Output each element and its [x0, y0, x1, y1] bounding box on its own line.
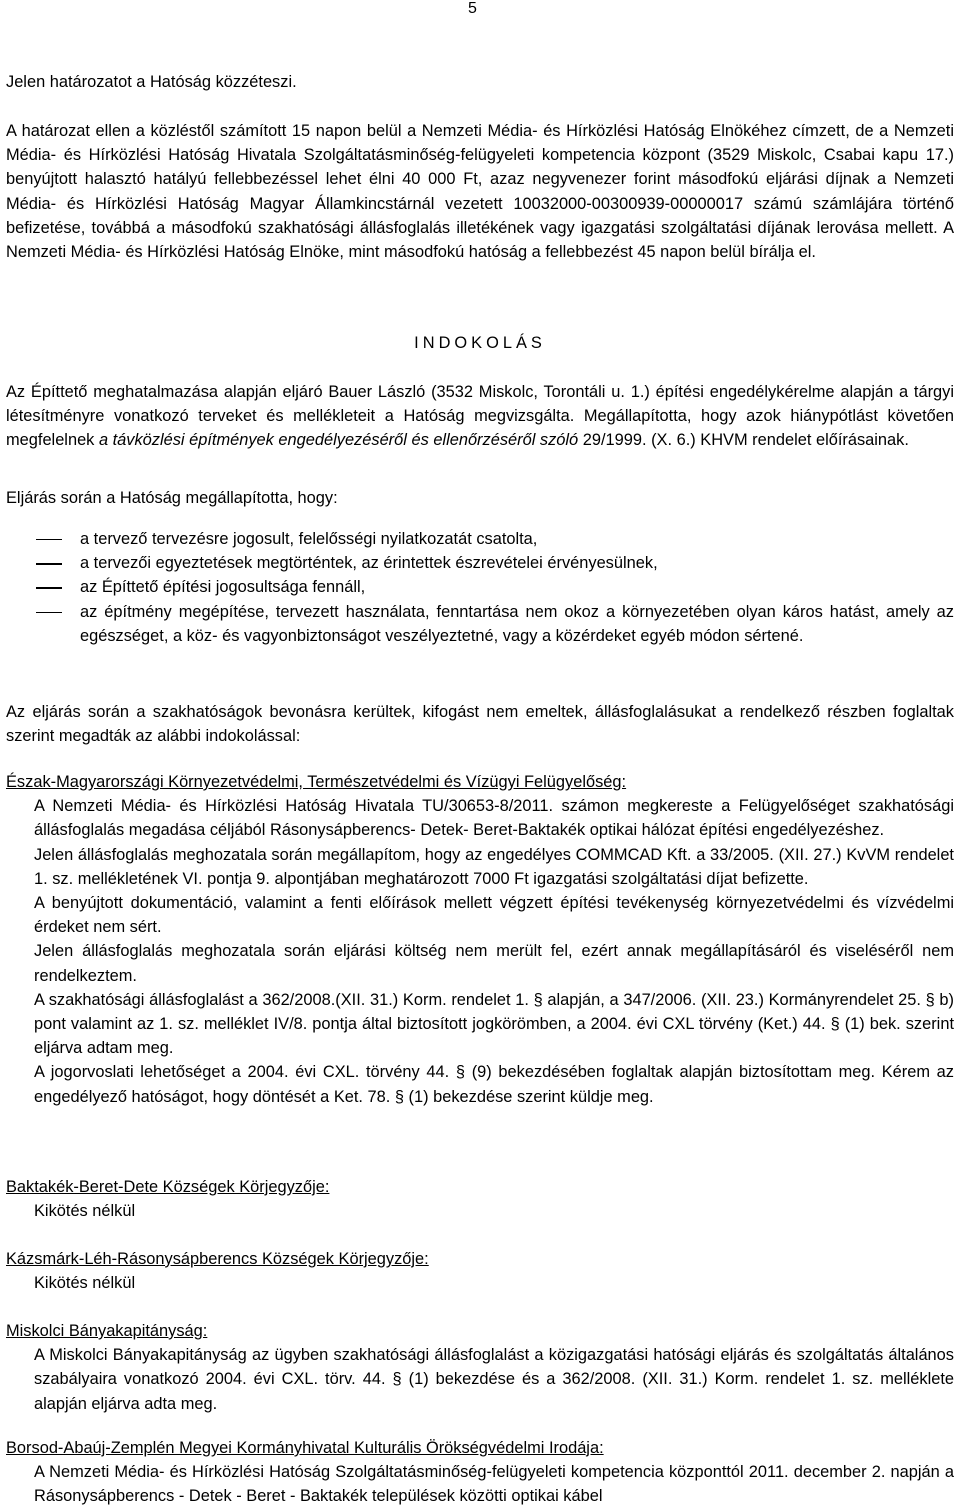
authority-environment-paragraph: A benyújtott dokumentáció, valamint a fenti előírások mellett végzett építési tevékenység környezetvédelmi és vízvédelmi érdeket nem sért. — [34, 894, 954, 937]
authority-baktakek-section — [6, 1175, 954, 1223]
authority-mining-heading: Miskolci Bányakapitányság: — [6, 1322, 208, 1340]
authority-heritage-text: A Nemzeti Média- és Hírközlési Hatóság Szolgáltatásminőség-felügyeleti kompetencia központtól 2011. december 2. napján a Rásonysápberencs - Detek - Beret - Baktakék települések közötti optikai kábel — [34, 1463, 954, 1506]
published-section — [6, 70, 954, 94]
page-number: 5 — [468, 0, 477, 17]
findings-list — [6, 527, 954, 648]
dash-bullet — [36, 539, 62, 540]
reasoning-title: INDOKOLÁS — [414, 334, 546, 352]
authority-baktakek-text: Kikötés nélkül — [34, 1202, 136, 1221]
findings-intro-section — [6, 486, 954, 510]
finding-item: a tervezői egyeztetések megtörténtek, az érintettek észrevételei érvényesülnek, — [6, 551, 954, 575]
authority-environment-paragraph: A jogorvoslati lehetőséget a 2004. évi CXL. törvény 44. § (9) bekezdésében foglaltak alapján biztosítottam meg. Kérem az engedélyező hatóságot, hogy döntését a Ket. 78. § (1) bekezdése szerint küldje meg. — [34, 1063, 954, 1106]
authority-heritage-section — [6, 1436, 954, 1509]
reasoning-text-2: 29/1999. (X. 6.) KHVM rendelet előírásainak. — [578, 431, 909, 450]
findings-section — [6, 527, 954, 648]
finding-item: az Építtető építési jogosultsága fennáll, — [6, 575, 954, 599]
reasoning-paragraph — [6, 380, 954, 453]
authorities-intro-section — [6, 700, 954, 748]
authority-kazsmark-text: Kikötés nélkül — [34, 1274, 136, 1293]
authority-environment-section — [6, 770, 954, 1109]
reasoning-section — [6, 380, 954, 453]
authority-environment-paragraph: Jelen állásfoglalás meghozatala során megállapítom, hogy az engedélyes COMMCAD Kft. a 33/2005. (XII. 27.) KvVM rendelet 1. sz. mellékletének VI. pontja 9. alpontjában meghatározott 7000 Ft igazgatási szolgáltatási díjat befizette. — [34, 845, 954, 888]
authority-environment-heading: Észak-Magyarországi Környezetvédelmi, Természetvédelmi és Vízügyi Felügyelőség: — [6, 773, 627, 791]
authority-mining-text: A Miskolci Bányakapitányság az ügyben szakhatósági állásfoglalást a közigazgatási hatósági eljárás és szolgáltatás általános szabályaira vonatkozó 2004. évi CXL. törv. 44. § (1) bekezdése és a 362/2008. (XII. 31.) Korm. rendelet 1. sz. melléklete alapján eljárva adta meg. — [34, 1346, 954, 1413]
authority-environment-paragraph: A Nemzeti Média- és Hírközlési Hatóság Hivatala TU/30653-8/2011. számon megkereste a Felügyelőséget szakhatósági állásfoglalás megadása céljából Rásonysápberencs- Detek- Beret-Baktakék optikai hálózat építési engedélyezéshez. — [34, 797, 954, 840]
authority-mining-section — [6, 1319, 954, 1416]
dash-bullet — [36, 563, 62, 564]
authority-kazsmark-heading: Kázsmárk-Léh-Rásonysápberencs Községek Körjegyzője: — [6, 1250, 429, 1268]
published-paragraph: Jelen határozatot a Hatóság közzéteszi. — [6, 73, 297, 91]
authority-environment-paragraph: Jelen állásfoglalás meghozatala során eljárási költség nem merült fel, ezért annak megállapításáról és viseléséről nem rendelkeztem. — [34, 942, 954, 985]
authority-heritage-heading: Borsod-Abaúj-Zemplén Megyei Kormányhivatal Kulturális Örökségvédelmi Irodája: — [6, 1439, 604, 1457]
dash-bullet — [36, 587, 62, 588]
appeal-section — [6, 119, 954, 264]
authority-baktakek-heading: Baktakék-Beret-Dete Községek Körjegyzője: — [6, 1178, 330, 1196]
reasoning-heading-section — [6, 331, 954, 355]
reasoning-regulation-title: a távközlési építmények engedélyezéséről és ellenőrzéséről szóló — [98, 431, 579, 450]
finding-item: az építmény megépítése, tervezett használata, fenntartása nem okoz a környezetében olyan káros hatást, amely az egészséget, a köz- és vagyonbiztonságot veszélyeztetné, vagy a közérdeket egyéb módon sértené. — [6, 600, 954, 648]
authorities-intro: Az eljárás során a szakhatóságok bevonásra kerültek, kifogást nem emeltek, állásfoglalásukat a rendelkező részben foglaltak szerint megadták az alábbi indokolással: — [6, 703, 954, 746]
authority-kazsmark-section — [6, 1247, 954, 1295]
reasoning-text-1: Az Építtető meghatalmazása alapján eljáró Bauer László (3532 Miskolc, Torontáli u. 1.) építési engedélykérelme alapján a tárgyi létesítményre vonatkozó terveket és mellékleteit a Hatóság megvizsgálta. Megállapította, hogy azok hiánypótlást követően megfelelnek — [6, 383, 954, 450]
authority-environment-body — [6, 794, 954, 1109]
authority-environment-paragraph: A szakhatósági állásfoglalást a 362/2008.(XII. 31.) Korm. rendelet 1. § alapján, a 347/2006. (XII. 23.) Kormányrendelet 25. § b) pont valamint az 1. sz. melléklet IV/8. pontja által biztosított jogkörömben, a 2004. évi CXL törvény (Ket.) 44. § (1) bek. szerint eljárva adtam meg. — [34, 990, 954, 1058]
appeal-paragraph: A határozat ellen a közléstől számított 15 napon belül a Nemzeti Média- és Hírközlési Hatóság Elnökéhez címzett, de a Nemzeti Média- és Hírközlési Hatóság Hivatala Szolgáltatásminőség-felügyeleti kompetencia központ (3529 Miskolc, Csabai kapu 17.) benyújtott halasztó hatályú fellebbezéssel lehet élni 40 000 Ft, azaz negyvenezer forint másodfokú eljárási díjnak a Nemzeti Média- és Hírközlési Hatóság Magyar Államkincstárnál vezetett 10032000-00300939-00000017 számú számlájára történő befizetése, továbbá a másodfokú szakhatósági állásfoglalás illetékének vagy igazgatási szolgáltatási díjának lerovása mellett. A Nemzeti Média- és Hírközlési Hatóság Elnöke, mint másodfokú hatóság a fellebbezést 45 napon belül bírálja el. — [6, 122, 954, 262]
dash-bullet — [36, 612, 62, 613]
findings-intro: Eljárás során a Hatóság megállapította, hogy: — [6, 489, 338, 507]
finding-item: a tervező tervezésre jogosult, felelősségi nyilatkozatát csatolta, — [6, 527, 954, 551]
